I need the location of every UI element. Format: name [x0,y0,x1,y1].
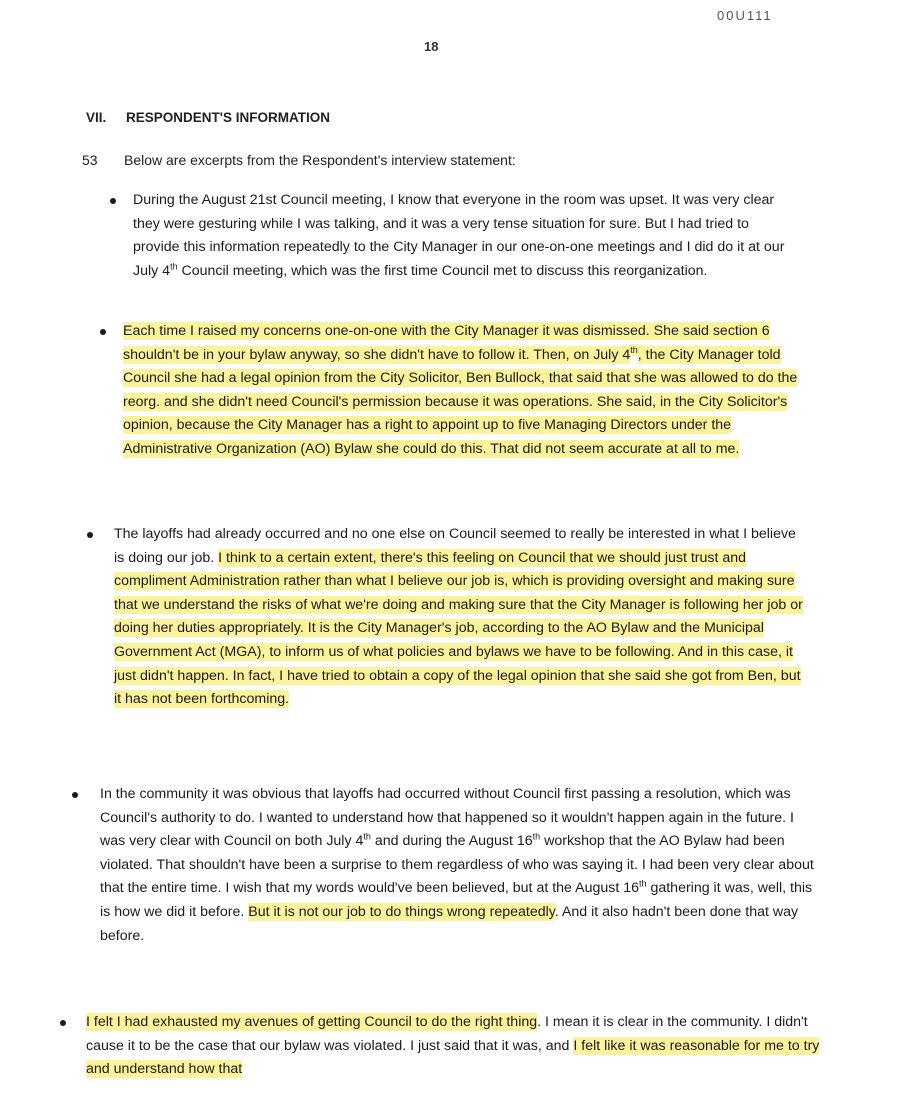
text-segment: th [639,878,647,889]
text-segment: . And it also hadn't been done that way before. [100,903,799,944]
bullet-dot [60,1020,66,1026]
highlighted-text: , the City Manager told Council she had a legal opinion from the City Solicitor, Ben Bullock, that said that she was allowed to do the reorg. and she didn't need Council's permission because it was operations. She said, in the City Solicitor's opinion, because the City Manager has a right to appoint up to five Managing Directors under the Administrative Organization (AO) Bylaw she could do this. That did not seem accurate at all to me. [123,346,798,457]
bullet-item-4 [72,783,822,948]
bullet-text [114,523,809,712]
bullet-item-2 [100,320,806,462]
bullet-text [123,320,806,462]
highlighted-text: I felt like it was reasonable for me to try and understand how that [86,1037,820,1078]
bullet-text [86,1011,832,1082]
highlighted-text: I think to a certain extent, there's this feeling on Council that we should just trust and compliment Administration rather than what I believe our job is, which is providing oversight and making sure that we understand the risks of what we're doing and making sure that the City Manager is following her job or doing her duties appropriately. It is the City Manager's job, according to the AO Bylaw and the Municipal Government Act (MGA), to inform us of what policies and bylaws we have to be following. And in this case, it just didn't happen. In fact, I have tried to obtain a copy of the legal opinion that she said she got from Ben, but it has not been forthcoming. [114,549,803,708]
text-segment: and during the August 16 [370,833,533,850]
text-segment: Council meeting, which was the first time Council met to discuss this reorganization. [177,262,708,279]
text-segment: gathering it was, well, this is how we did it before. [100,880,813,920]
paragraph-number: 53 [82,152,98,168]
bullet-item-1 [110,189,790,283]
bullet-dot [87,532,93,538]
page-number: 18 [424,39,439,54]
bullet-dot [100,329,106,335]
bullet-text [133,189,790,283]
bullet-dot [72,792,78,798]
bullet-text [100,783,822,948]
section-heading [86,110,330,125]
document-id-stamp: 00U111 [717,8,773,23]
highlighted-text: Each time I raised my concerns one-on-one with the City Manager it was dismissed. She said section 6 shouldn't be in your bylaw anyway, so she didn't have to follow it. Then, on July 4 [123,323,770,363]
paragraph-text: Below are excerpts from the Respondent's interview statement: [124,152,516,168]
text-segment: . I mean it is clear in the community. I didn't cause it to be the case that our bylaw was violated. I just said that it was, and [86,1014,808,1054]
paragraph-intro [82,152,516,168]
bullet-item-3 [87,523,809,712]
text-segment: During the August 21st Council meeting, I know that everyone in the room was upset. It was very clear they were gesturing while I was talking, and it was a very tense situation for sure. But I had tried to provide this information repeatedly to the City Manager in our one-on-one meetings and I did do it at our July 4 [133,192,785,279]
text-segment: The layoffs had already occurred and no one else on Council seemed to really be interested in what I believe is doing our job. [114,526,796,566]
section-number: VII. [86,110,107,125]
text-segment: th [532,831,541,842]
text-segment: workshop that the AO Bylaw had been violated. That shouldn't have been a surprise to them regardless of who was saying it. I had been very clear about that the entire time. I wish that my words would've been believed, but at the August 16 [100,833,814,897]
highlighted-text: I felt I had exhausted my avenues of getting Council to do the right thing [86,1014,538,1030]
text-segment: th [170,261,178,272]
bullet-item-5 [60,1011,832,1082]
bullet-dot [110,198,116,204]
section-title: RESPONDENT'S INFORMATION [126,110,330,125]
text-segment: In the community it was obvious that layoffs had occurred without Council first passing a resolution, which was Council's authority to do. I wanted to understand how that happened so it wouldn't happen again in the future. I was very clear with Council on both July 4 [100,786,794,850]
highlighted-text: th [630,344,638,355]
highlighted-text: But it is not our job to do things wrong repeatedly [248,903,555,920]
text-segment: th [363,831,371,842]
